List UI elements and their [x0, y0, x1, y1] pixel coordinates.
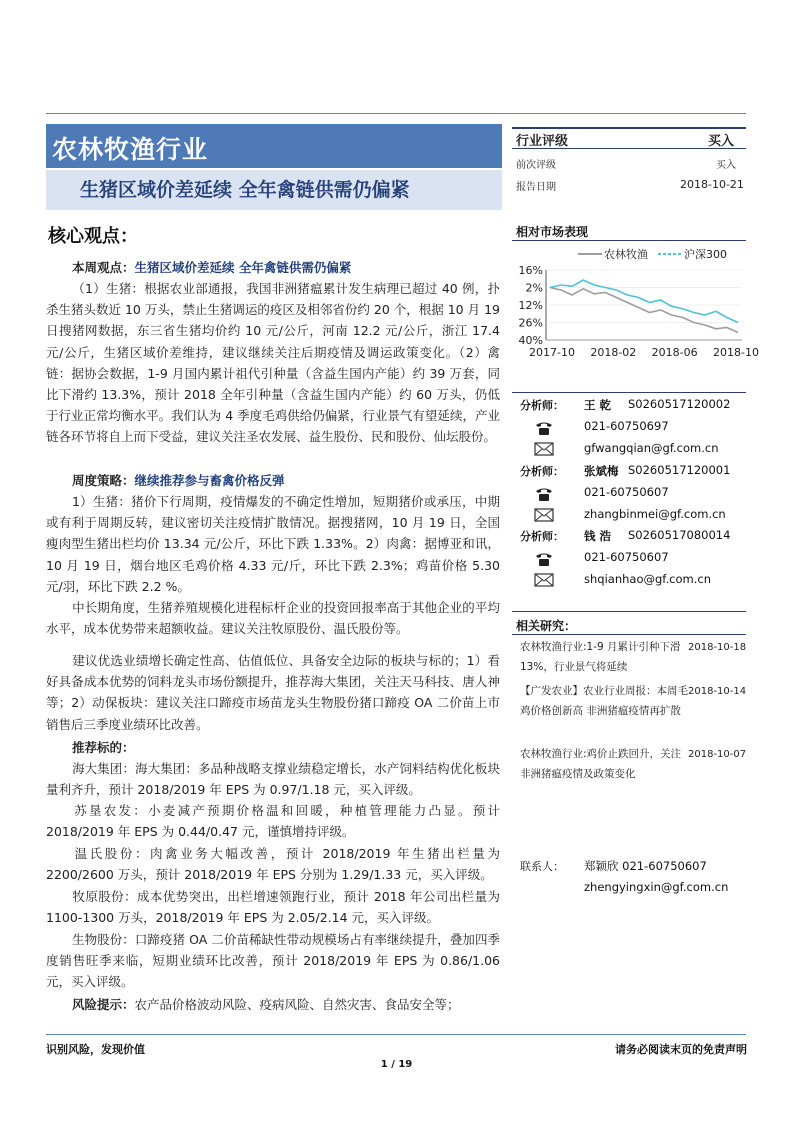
- weekly-view-title: 生猪区域价差延续 全年禽链供需仍偏紧: [134, 260, 352, 275]
- legend-label-hs300: 沪深300: [684, 248, 727, 261]
- paragraph-strategy-text: 1）生猪：猪价下行周期，疫情爆发的不确定性增加，短期猪价或承压，中期或有利于周期反转，建议密切关注疫情扩散情况。据搜猪网，10 月 19 日，全国瘦肉型生猪出栏均价 13.34 元/公斤，环比下跌 1.33%。2）肉禽：据博亚和讯，10 月 19 日，烟台地区毛鸡价格 4.33 元/斤，环比下跌 2.3%；鸡苗价格 5.30 元/羽，环比下跌 2.2 %。: [46, 494, 500, 594]
- footer-disclaimer: 请务必阅读末页的免责声明: [615, 1043, 747, 1056]
- contact-email[interactable]: zhengyingxin@gf.com.cn: [584, 880, 729, 894]
- paragraph-jinyu-text: 生物股份：口蹄疫猪 OA 二价苗稀缺性带动规模场占有率继续提升，叠加四季度销售旺季来临，短期业绩环比改善，预计 2018/2019 年 EPS 为 0.86/1.06 元，买入评级。: [46, 932, 500, 990]
- analyst-email[interactable]: shqianhao@gf.com.cn: [584, 572, 711, 586]
- chart-legend: [578, 247, 727, 261]
- related-heading: 相关研究：: [516, 619, 577, 633]
- footer-rule: [46, 1034, 746, 1035]
- related-top-rule: [512, 611, 746, 612]
- paragraph-muyuan: [46, 886, 500, 928]
- related-item-title[interactable]: 农林牧渔行业:1-9 月累计引种下滑 13%，行业景气将延续: [520, 641, 681, 673]
- analyst-label: 分析师：: [520, 530, 564, 543]
- relative-performance-chart: [506, 242, 759, 368]
- perf-heading: 相对市场表现: [516, 225, 589, 239]
- strategy-heading: [46, 470, 500, 491]
- related-item-date: 2018-10-07: [688, 749, 747, 760]
- weekly-view-lead: 本周观点：: [72, 260, 135, 275]
- analyst-name: 王 乾: [584, 398, 612, 412]
- chart-y-tick-label: 12%: [518, 299, 543, 312]
- analyst-top-rule: [512, 392, 746, 393]
- perf-rule: [512, 240, 746, 241]
- report-date-label: 报告日期: [516, 182, 556, 193]
- paragraph-wens: [46, 843, 500, 885]
- analyst-license: S0260517120001: [628, 463, 731, 477]
- chart-y-tick-label: 40%: [518, 334, 543, 347]
- recommend-heading-text: 推荐标的：: [72, 740, 135, 755]
- analyst-license: S0260517080014: [628, 528, 731, 542]
- weekly-view-heading: [46, 257, 500, 278]
- chart-x-tick-label: 2017-10: [529, 346, 575, 359]
- risk-lead: 风险提示：: [72, 997, 135, 1012]
- analyst-label: 分析师：: [520, 465, 564, 478]
- analyst-phone: 021-60750697: [584, 419, 669, 433]
- paragraph-strategy: [46, 491, 500, 597]
- chart-x-tick-label: 2018-06: [651, 346, 698, 359]
- report-title: 生猪区域价差延续 全年禽链供需仍偏紧: [80, 179, 410, 201]
- analyst-phone: 021-60750607: [584, 550, 669, 564]
- contact-label: 联系人：: [520, 860, 564, 873]
- industry-title: 农林牧渔行业: [52, 135, 209, 164]
- analyst-phone: 021-60750607: [584, 485, 669, 499]
- analyst-label: 分析师：: [520, 399, 564, 412]
- chart-series-line-agri: [550, 288, 738, 333]
- risk-text: 农产品价格波动风险、疫病风险、自然灾害、食品安全等；: [134, 997, 460, 1012]
- paragraph-suken: [46, 800, 500, 842]
- paragraph-pig-poultry-text: （1）生猪：根据农业部通报，我国非洲猪瘟累计发生病理已超过 40 例，扑杀生猪头数近 10 万头，禁止生猪调运的疫区及相邻省份约 20 个，根据 10 月 19 日搜猪网数据，东三省生猪均价约 10 元/公斤，河南 12.2 元/公斤，浙江 17.4 元/公斤，生猪区域价差维持，建议继续关注后期疫情及调运政策变化。（2）禽链：据协会数据，1-9 月国内累计祖代引种量（含益生国内产能）约 39 万套，同比下滑约 13.3%，预计 2018 全年引种量（含益生国内产能）约 60 万头，仍低于行业正常均衡水平。我们认为 4 季度毛鸡供给仍偏紧，行业景气有望延续，产业链各环节将自上而下受益，建议关注圣农发展、益生股份、民和股份、仙坛股份。: [46, 281, 500, 445]
- chart-y-tick-label: 16%: [518, 264, 543, 277]
- phone-icon: [534, 420, 554, 436]
- related-item-date: 2018-10-14: [688, 686, 747, 697]
- strategy-title: 继续推荐参与畜禽价格反弹: [134, 473, 285, 488]
- contact-name-phone: 郑颖欣 021-60750607: [584, 859, 707, 873]
- mail-icon: [534, 572, 554, 588]
- paragraph-wens-text: 温氏股份：肉禽业务大幅改善，预计 2018/2019 年生猪出栏量为 2200/2600 万头，预计 2018/2019 年 EPS 分别为 1.29/1.33 元，买入评级。: [46, 846, 500, 883]
- report-date-value: 2018-10-21: [680, 178, 744, 191]
- analyst-license: S0260517120002: [628, 397, 731, 411]
- core-heading: 核心观点：: [48, 226, 138, 247]
- recommend-heading: [46, 737, 500, 758]
- rating-value: 买入: [708, 134, 735, 149]
- paragraph-longterm-text: 中长期角度，生猪养殖规模化进程标杆企业的投资回报率高于其他企业的平均水平，成本优势带来超额收益。建议关注牧原股份、温氏股份等。: [46, 600, 500, 637]
- chart-x-tick-label: 2018-02: [590, 346, 637, 359]
- related-item-title[interactable]: 【广发农业】农业行业周报：本周毛鸡价格创新高 非洲猪瘟疫情再扩散: [520, 685, 688, 717]
- related-rule: [512, 634, 746, 635]
- page-number: 1 / 19: [380, 1059, 413, 1070]
- analyst-email[interactable]: gfwangqian@gf.com.cn: [584, 441, 719, 455]
- chart-y-tick-label: 26%: [518, 316, 543, 330]
- related-item-date: 2018-10-18: [688, 642, 747, 653]
- analyst-email[interactable]: zhangbinmei@gf.com.cn: [584, 507, 726, 521]
- strategy-lead: 周度策略：: [72, 473, 135, 488]
- paragraph-sectors: [46, 650, 500, 735]
- chart-series-line-hs300: [550, 280, 738, 323]
- prev-rating-value: 买入: [716, 160, 736, 171]
- chart-y-tick-label: 2%: [525, 281, 543, 295]
- mail-icon: [534, 507, 554, 523]
- chart-x-tick-label: 2018-10: [713, 346, 759, 359]
- analyst-name: 钱 浩: [584, 529, 612, 543]
- paragraph-jinyu: [46, 929, 500, 993]
- legend-label-agri: 农林牧渔: [604, 248, 648, 261]
- analyst-name: 张斌梅: [584, 464, 619, 478]
- phone-icon: [534, 486, 554, 502]
- footer-slogan: 识别风险，发现价值: [46, 1043, 145, 1056]
- paragraph-pig-poultry: [46, 278, 500, 448]
- risk-line: [46, 994, 500, 1015]
- paragraph-haida-text: 海大集团：海大集团：多品种战略支撑业绩稳定增长，水产饲料结构优化板块量利齐升，预计 2018/2019 年 EPS 为 0.97/1.18 元，买入评级。: [46, 761, 500, 798]
- paragraph-longterm: [46, 597, 500, 639]
- mail-icon: [534, 441, 554, 457]
- top-rule: [46, 113, 746, 114]
- phone-icon: [534, 551, 554, 567]
- related-item-title[interactable]: 农林牧渔行业:鸡价止跌回升，关注非洲猪瘟疫情及政策变化: [520, 748, 682, 780]
- paragraph-muyuan-text: 牧原股份：成本优势突出，出栏增速领跑行业，预计 2018 年公司出栏量为 1100-1300 万头，2018/2019 年 EPS 为 2.05/2.14 元，买入评级。: [46, 889, 500, 926]
- prev-rating-label: 前次评级: [516, 160, 556, 171]
- paragraph-haida: [46, 758, 500, 800]
- rating-label: 行业评级: [516, 134, 569, 149]
- paragraph-suken-text: 苏垦农发：小麦减产预期价格温和回暖，种植管理能力凸显。预计 2018/2019 年 EPS 为 0.44/0.47 元，谨慎增持评级。: [46, 803, 500, 840]
- paragraph-sectors-text: 建议优选业绩增长确定性高、估值低位、具备安全边际的板块与标的；1）看好具备成本优势的饲料龙头市场份额提升，推荐海大集团，关注天马科技、唐人神等；2）动保板块：建议关注口蹄疫市场苗龙头生物股份猪口蹄疫 OA 二价苗上市销售后三季度业绩环比改善。: [46, 653, 500, 732]
